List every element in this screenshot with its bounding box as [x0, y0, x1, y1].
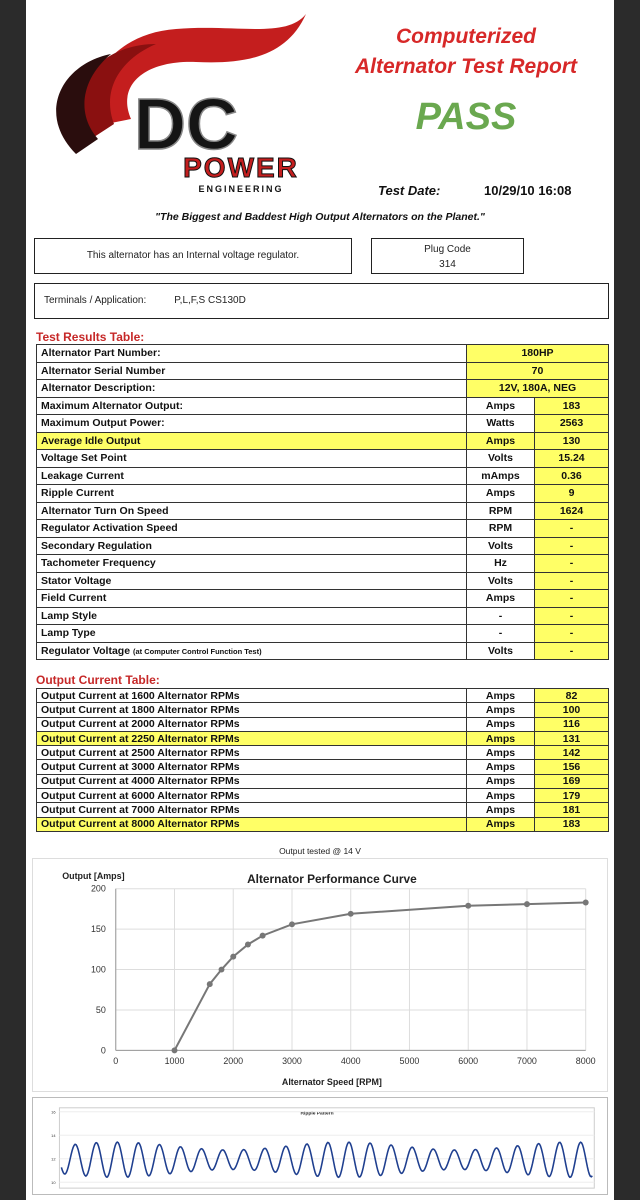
table-row	[37, 450, 609, 468]
table-row	[37, 362, 609, 380]
output-current-title: Output Current Table:	[36, 673, 160, 687]
row-label-text: Voltage Set Point	[41, 452, 127, 465]
row-label	[37, 774, 467, 788]
y-axis-label: Output [Amps]	[62, 870, 125, 881]
row-label-text: Output Current at 2000 Alternator RPMs	[41, 718, 240, 731]
row-label-text: Output Current at 4000 Alternator RPMs	[41, 775, 240, 788]
table-row	[37, 746, 609, 760]
plug-code-value: 314	[439, 259, 456, 270]
row-label-text: Maximum Alternator Output:	[41, 399, 183, 412]
row-label-text: Field Current	[41, 592, 107, 605]
row-label-text: Output Current at 1600 Alternator RPMs	[41, 689, 240, 702]
row-value: 131	[535, 731, 609, 745]
table-row	[37, 502, 609, 520]
data-point	[348, 911, 354, 917]
row-value: -	[535, 520, 609, 538]
row-label	[37, 590, 467, 608]
data-point	[230, 954, 236, 960]
row-unit: Amps	[467, 703, 535, 717]
row-value: 181	[535, 803, 609, 817]
row-value: -	[535, 537, 609, 555]
table-row	[37, 415, 609, 433]
row-unit: Volts	[467, 572, 535, 590]
row-unit: -	[467, 625, 535, 643]
row-label-text: Lamp Style	[41, 609, 98, 622]
terminals-label: Terminals / Application:	[44, 295, 147, 306]
row-label	[37, 703, 467, 717]
row-label-text: Regulator Activation Speed	[41, 522, 178, 535]
row-value: -	[535, 607, 609, 625]
row-label-text: Regulator Voltage	[41, 644, 131, 657]
ripple-tick-label: 10	[51, 1180, 56, 1186]
row-label	[37, 817, 467, 831]
row-unit: Amps	[467, 717, 535, 731]
table-row	[37, 642, 609, 660]
row-unit: -	[467, 607, 535, 625]
row-value: 156	[535, 760, 609, 774]
row-value: 130	[535, 432, 609, 450]
row-label	[37, 520, 467, 538]
data-point	[219, 967, 225, 973]
test-results-title: Test Results Table:	[36, 330, 145, 344]
data-point	[207, 981, 213, 987]
row-value: 1624	[535, 502, 609, 520]
row-value: 82	[535, 689, 609, 703]
x-tick-label: 6000	[458, 1056, 479, 1067]
table-row	[37, 689, 609, 703]
row-unit: Amps	[467, 485, 535, 503]
row-label	[37, 607, 467, 625]
plug-code-label: Plug Code	[424, 244, 471, 255]
row-label-text: Output Current at 6000 Alternator RPMs	[41, 789, 240, 802]
row-value: -	[535, 572, 609, 590]
row-label-text: Leakage Current	[41, 469, 124, 482]
row-value: 9	[535, 485, 609, 503]
row-label-text: Output Current at 8000 Alternator RPMs	[41, 818, 240, 831]
row-unit: Amps	[467, 817, 535, 831]
ripple-plot-area	[59, 1108, 594, 1188]
table-row	[37, 717, 609, 731]
row-label	[37, 642, 467, 660]
y-tick-label: 50	[95, 1004, 106, 1015]
plug-code-box	[371, 238, 524, 274]
row-label	[37, 746, 467, 760]
report-title-line1: Computerized	[395, 25, 536, 48]
row-label	[37, 717, 467, 731]
row-value: -	[535, 625, 609, 643]
terminals-box	[34, 283, 609, 319]
row-label	[37, 380, 467, 398]
table-row	[37, 485, 609, 503]
row-value: 0.36	[535, 467, 609, 485]
x-tick-label: 4000	[340, 1056, 361, 1067]
row-unit: mAmps	[467, 467, 535, 485]
row-value: 100	[535, 703, 609, 717]
row-label-text: Lamp Type	[41, 627, 96, 640]
row-unit: Volts	[467, 642, 535, 660]
row-label	[37, 432, 467, 450]
row-value: -	[535, 642, 609, 660]
row-label	[37, 572, 467, 590]
row-label-text: Ripple Current	[41, 487, 114, 500]
row-label	[37, 467, 467, 485]
x-tick-label: 2000	[223, 1056, 244, 1067]
row-value: 169	[535, 774, 609, 788]
row-unit: Volts	[467, 450, 535, 468]
row-unit: RPM	[467, 520, 535, 538]
ripple-tick-label: 12	[51, 1156, 56, 1162]
row-label	[37, 555, 467, 573]
row-unit: Hz	[467, 555, 535, 573]
row-label	[37, 362, 467, 380]
report-title	[316, 22, 616, 82]
data-point	[465, 903, 471, 909]
table-row	[37, 572, 609, 590]
data-point	[172, 1047, 178, 1053]
x-tick-label: 3000	[282, 1056, 302, 1067]
row-value: 116	[535, 717, 609, 731]
y-tick-label: 150	[90, 924, 106, 935]
logo-text-secondary: POWER	[183, 152, 299, 183]
test-date-label: Test Date:	[378, 183, 441, 198]
row-value: 12V, 180A, NEG	[467, 380, 609, 398]
row-label-text: Alternator Description:	[41, 382, 156, 395]
row-label-text: Secondary Regulation	[41, 539, 152, 552]
row-label	[37, 397, 467, 415]
row-unit: Amps	[467, 803, 535, 817]
row-label	[37, 789, 467, 803]
row-label	[37, 345, 467, 363]
row-label	[37, 803, 467, 817]
regulator-info-box: This alternator has an Internal voltage regulator.	[34, 238, 352, 274]
table-row	[37, 607, 609, 625]
ripple-title: Ripple Pattern	[300, 1111, 334, 1117]
performance-chart	[32, 858, 608, 1092]
test-result-badge: PASS	[415, 96, 517, 138]
data-point	[260, 933, 266, 939]
row-value: -	[535, 555, 609, 573]
data-point	[583, 900, 589, 906]
table-row	[37, 817, 609, 831]
row-value: 183	[535, 397, 609, 415]
row-value: 180HP	[467, 345, 609, 363]
table-row	[37, 380, 609, 398]
row-value: 179	[535, 789, 609, 803]
test-results-table	[36, 344, 609, 660]
ripple-tick-label: 16	[51, 1109, 56, 1115]
x-tick-label: 0	[113, 1056, 119, 1067]
y-tick-label: 100	[90, 964, 106, 975]
output-test-note: Output tested @ 14 V	[279, 846, 361, 856]
table-row	[37, 789, 609, 803]
row-unit: Watts	[467, 415, 535, 433]
row-label	[37, 760, 467, 774]
row-label-text: Alternator Turn On Speed	[41, 504, 169, 517]
row-label	[37, 502, 467, 520]
x-tick-label: 8000	[575, 1056, 596, 1067]
table-row	[37, 555, 609, 573]
table-row	[37, 520, 609, 538]
row-unit: Amps	[467, 689, 535, 703]
row-label	[37, 689, 467, 703]
x-axis-label: Alternator Speed [RPM]	[281, 1077, 382, 1088]
row-label	[37, 537, 467, 555]
row-unit: Amps	[467, 731, 535, 745]
data-point	[524, 901, 530, 907]
row-label-text: Alternator Serial Number	[41, 364, 166, 377]
table-row	[37, 625, 609, 643]
table-row	[37, 774, 609, 788]
row-label	[37, 485, 467, 503]
row-value: 15.24	[535, 450, 609, 468]
test-date-value: 10/29/10 16:08	[484, 183, 572, 198]
row-label	[37, 731, 467, 745]
ripple-pattern-chart	[32, 1097, 608, 1195]
x-tick-label: 1000	[164, 1056, 185, 1067]
table-row	[37, 397, 609, 415]
row-label-text: Maximum Output Power:	[41, 417, 165, 430]
row-note: (at Computer Control Function Test)	[133, 646, 262, 656]
row-label-text: Output Current at 7000 Alternator RPMs	[41, 804, 240, 817]
row-label-text: Stator Voltage	[41, 574, 112, 587]
row-unit: Amps	[467, 590, 535, 608]
row-unit: Amps	[467, 432, 535, 450]
row-unit: Amps	[467, 746, 535, 760]
row-unit: Volts	[467, 537, 535, 555]
logo-text-tertiary: ENGINEERING	[198, 184, 284, 194]
x-tick-label: 5000	[399, 1056, 420, 1067]
row-label-text: Output Current at 3000 Alternator RPMs	[41, 761, 240, 774]
performance-curve-line	[175, 902, 586, 1050]
row-label-text: Average Idle Output	[41, 434, 141, 447]
tagline: "The Biggest and Baddest High Output Alternators on the Planet."	[155, 211, 485, 223]
row-label-text: Alternator Part Number:	[41, 347, 161, 360]
row-label-text: Output Current at 2500 Alternator RPMs	[41, 746, 240, 759]
y-tick-label: 0	[100, 1045, 106, 1056]
row-label-text: Output Current at 1800 Alternator RPMs	[41, 703, 240, 716]
table-row	[37, 760, 609, 774]
row-label	[37, 450, 467, 468]
ripple-tick-label: 14	[51, 1133, 56, 1139]
row-value: 142	[535, 746, 609, 760]
logo-text-primary: DC	[134, 85, 238, 165]
row-unit: RPM	[467, 502, 535, 520]
row-unit: Amps	[467, 397, 535, 415]
terminals-value: P,L,F,S CS130D	[174, 295, 246, 306]
table-row	[37, 537, 609, 555]
table-row	[37, 590, 609, 608]
table-row	[37, 731, 609, 745]
row-label	[37, 415, 467, 433]
row-label-text: Output Current at 2250 Alternator RPMs	[41, 732, 240, 745]
report-page	[26, 0, 614, 1200]
y-tick-label: 200	[90, 883, 106, 894]
table-row	[37, 803, 609, 817]
table-row	[37, 703, 609, 717]
row-unit: Amps	[467, 789, 535, 803]
dc-power-logo	[36, 4, 326, 200]
table-row	[37, 432, 609, 450]
row-label-text: Tachometer Frequency	[41, 557, 156, 570]
report-title-line2: Alternator Test Report	[354, 55, 578, 78]
output-current-table	[36, 688, 609, 832]
table-row	[37, 345, 609, 363]
row-label	[37, 625, 467, 643]
row-value: 2563	[535, 415, 609, 433]
row-value: -	[535, 590, 609, 608]
row-value: 183	[535, 817, 609, 831]
row-unit: Amps	[467, 760, 535, 774]
row-value: 70	[467, 362, 609, 380]
table-row	[37, 467, 609, 485]
data-point	[289, 921, 295, 927]
x-tick-label: 7000	[517, 1056, 537, 1067]
chart-title: Alternator Performance Curve	[247, 871, 417, 886]
row-unit: Amps	[467, 774, 535, 788]
data-point	[245, 942, 251, 948]
